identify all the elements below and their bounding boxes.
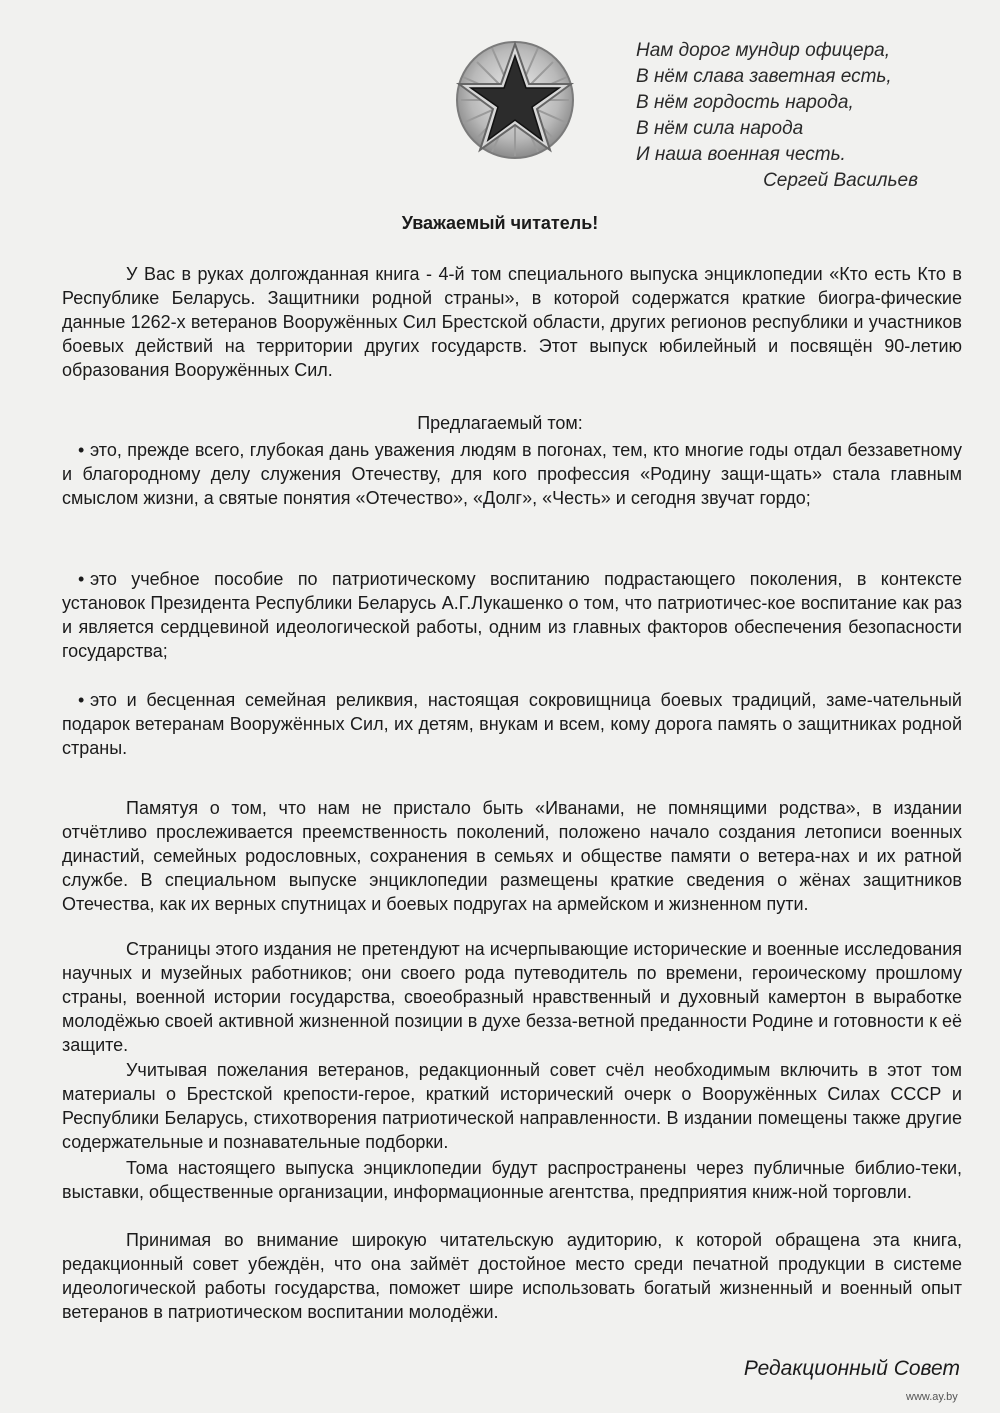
poem-line: И наша военная честь. [636, 144, 846, 165]
star-cockade-icon [447, 30, 583, 166]
subheading: Предлагаемый том: [417, 413, 583, 433]
intro-paragraph: У Вас в руках долгожданная книга - 4-й том специального выпуска энциклопедии «Кто есть Кто в Республике Беларусь. Защитники родной страны», в которой содержатся краткие биогра-фические данные 1262-х ветеранов Вооружённых Сил Брестской области, других регионов республики и участников боевых действий на территории других государств. Этот выпуск юбилейный и посвящён 90-летию образования Вооружённых Сил. [62, 264, 962, 380]
signature: Редакционный Совет [743, 1357, 960, 1380]
poem-line: В нём сила народа [636, 118, 804, 139]
body-paragraph: Принимая во внимание широкую читательскую аудиторию, к которой обращена эта книга, редакционный совет убеждён, что она займёт достойное место среди печатной продукции в системе идеологической работы государства, поможет шире использовать богатый жизненный и военный опыт ветеранов в патриотическом воспитании молодёжи. [62, 1230, 962, 1322]
bullet-icon: • [78, 440, 85, 460]
poem-line: В нём гордость народа, [636, 92, 854, 113]
page-title: Уважаемый читатель! [401, 213, 599, 233]
bullet-icon: • [78, 569, 85, 589]
bullet-icon: • [78, 690, 85, 710]
watermark: www.ay.by [906, 1391, 958, 1403]
poem-line: Нам дорог мундир офицера, [636, 40, 890, 61]
body-paragraph: Памятуя о том, что нам не пристало быть «Иванами, не помнящими родства», в издании отчётливо прослеживается преемственность поколений, положено начало создания летописи военных династий, семейных родословных, сохранения в семьях и обществе памяти о ветера-нах и их ратной службе. В специальном выпуске энциклопедии размещены краткие сведения о жёнах защитников Отечества, как их верных спутницах и боевых подругах на армейском и жизненном пути. [62, 798, 962, 914]
body-paragraph: Страницы этого издания не претендуют на исчерпывающие исторические и военные исследования научных и музейных работников; они своего рода путеводитель по времени, героическому прошлому страны, военной истории государства, своеобразный нравственный и духовный камертон в выработке молодёжью своей активной жизненной позиции в духе безза-ветной преданности Родине и готовности к её защите. [62, 939, 962, 1055]
list-item [62, 688, 962, 760]
body-paragraph: Учитывая пожелания ветеранов, редакционный совет счёл необходимым включить в этот том материалы о Брестской крепости-герое, краткий исторический очерк о Вооружённых Силах СССР и Республики Беларусь, стихотворения патриотической направленности. В издании помещены также другие содержательные и познавательные подборки. [62, 1060, 962, 1152]
list-item-text: это, прежде всего, глубокая дань уважения людям в погонах, тем, кто многие годы отдал беззаветному и благородному делу служения Отечеству, для кого профессия «Родину защи-щать» стала главным смыслом жизни, а святые понятия «Отечество», «Долг», «Честь» и сегодня звучат гордо; [62, 440, 962, 508]
epigraph-poem [636, 38, 976, 194]
list-item-text: это учебное пособие по патриотическому воспитанию подрастающего поколения, в контексте установок Президента Республики Беларусь А.Г.Лукашенко о том, что патриотичес-кое воспитание как раз и является сердцевиной идеологической работы, одним из главных факторов обеспечения безопасности государства; [62, 569, 962, 661]
list-item-text: это и бесценная семейная реликвия, настоящая сокровищница боевых традиций, заме-чательный подарок ветеранам Вооружённых Сил, их детям, внукам и всем, кому дорога память о защитниках родной страны. [62, 690, 962, 758]
list-item [62, 438, 962, 510]
body-paragraph: Тома настоящего выпуска энциклопедии будут распространены через публичные библио-теки, выставки, общественные организации, информационные агентства, предприятия книж-ной торговли. [62, 1158, 962, 1202]
poem-line: В нём слава заветная есть, [636, 66, 892, 87]
poem-author: Сергей Васильев [763, 170, 918, 191]
list-item [62, 567, 962, 663]
